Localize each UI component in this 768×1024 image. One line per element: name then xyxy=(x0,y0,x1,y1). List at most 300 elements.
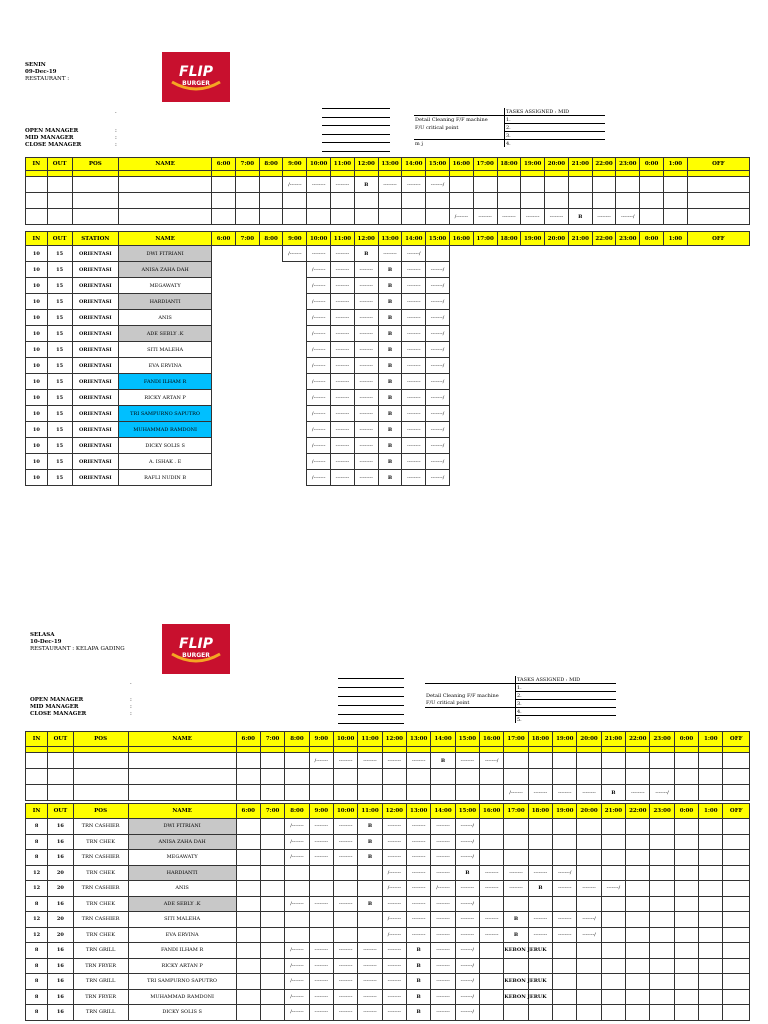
station: TRN FRYER xyxy=(73,989,128,1005)
in-time: 8 xyxy=(26,896,48,912)
table-cell xyxy=(687,262,749,278)
table-cell: -------- xyxy=(354,406,378,422)
table-cell: -------/ xyxy=(455,850,479,866)
table-cell xyxy=(283,374,307,390)
table-cell xyxy=(378,209,402,225)
station: ORIENTASI xyxy=(72,422,119,438)
table-cell: B xyxy=(407,989,431,1005)
table-cell: /------- xyxy=(285,943,309,959)
table-cell xyxy=(601,958,625,974)
table-cell: -------- xyxy=(402,177,426,193)
table-cell xyxy=(592,438,616,454)
table-cell: 10:00 xyxy=(333,804,357,819)
table-cell xyxy=(354,193,378,209)
table-cell xyxy=(497,470,521,486)
table-cell xyxy=(650,769,674,785)
table-cell: B xyxy=(378,342,402,358)
table-cell: -------- xyxy=(358,958,382,974)
manager-row xyxy=(26,193,750,209)
station: ORIENTASI xyxy=(72,470,119,486)
table-cell: -------/ xyxy=(426,406,450,422)
table-cell: 8:00 xyxy=(259,158,283,171)
in-time: 10 xyxy=(26,406,48,422)
table-cell: -------/ xyxy=(601,881,625,897)
table-cell xyxy=(307,209,331,225)
table-cell xyxy=(528,753,552,769)
station: ORIENTASI xyxy=(72,294,119,310)
in-time: 10 xyxy=(26,470,48,486)
table-cell xyxy=(592,470,616,486)
table-cell: -------- xyxy=(504,865,528,881)
table-cell xyxy=(235,358,259,374)
table-cell: -------/ xyxy=(650,785,674,801)
table-cell xyxy=(455,769,479,785)
table-cell xyxy=(521,438,545,454)
sec1-header xyxy=(25,62,69,83)
table-cell: -------- xyxy=(592,209,616,225)
table-cell: -------- xyxy=(382,896,406,912)
table-cell xyxy=(528,834,552,850)
table-cell: B xyxy=(601,785,625,801)
table-cell xyxy=(545,177,569,193)
in-time: 10 xyxy=(26,246,48,262)
table-cell: 12:00 xyxy=(382,732,406,747)
table-cell xyxy=(497,406,521,422)
table-cell xyxy=(528,819,552,835)
table-cell xyxy=(128,753,236,769)
staff-row xyxy=(26,834,750,850)
table-cell: /------- xyxy=(309,753,333,769)
table-cell xyxy=(504,958,528,974)
table-cell xyxy=(568,358,592,374)
table-cell: B xyxy=(378,374,402,390)
table-cell: KEBON JERUK xyxy=(504,989,528,1005)
staff-name: FANDI ILHAM R xyxy=(119,374,212,390)
staff-name: SITI MALEHA xyxy=(119,342,212,358)
table-cell xyxy=(528,958,552,974)
table-cell xyxy=(497,246,521,262)
staff-name: DWI FITRIANI xyxy=(128,819,236,835)
logo-text-flip: FLIP xyxy=(179,64,213,80)
table-cell xyxy=(235,342,259,358)
table-cell: /------- xyxy=(307,438,331,454)
table-cell xyxy=(699,974,723,990)
table-cell xyxy=(260,896,284,912)
table-cell xyxy=(723,943,750,959)
table-cell xyxy=(236,989,260,1005)
table-cell: -------- xyxy=(309,850,333,866)
table-cell xyxy=(283,310,307,326)
table-cell xyxy=(640,294,664,310)
table-cell: 10:00 xyxy=(307,158,331,171)
table-cell: B xyxy=(378,406,402,422)
table-cell xyxy=(285,769,309,785)
sec1-managers: OPEN MANAGER : MID MANAGER : CLOSE MANAGER : xyxy=(25,128,117,148)
table-cell xyxy=(235,262,259,278)
table-cell xyxy=(553,943,577,959)
table-cell: -------- xyxy=(431,974,455,990)
table-cell: -------- xyxy=(480,927,504,943)
table-cell xyxy=(212,193,236,209)
table-cell xyxy=(497,358,521,374)
table-cell: IN xyxy=(26,732,48,747)
table-cell xyxy=(650,989,674,1005)
table-cell xyxy=(521,358,545,374)
staff-row xyxy=(26,470,750,486)
table-cell xyxy=(73,785,128,801)
table-cell: 19:00 xyxy=(553,732,577,747)
table-cell: -------- xyxy=(354,438,378,454)
table-cell xyxy=(259,310,283,326)
table-cell xyxy=(473,438,497,454)
table-cell xyxy=(553,769,577,785)
table-cell: B xyxy=(358,819,382,835)
table-cell: -------- xyxy=(402,262,426,278)
table-cell: -------- xyxy=(504,881,528,897)
sec1-date: 09-Dec-19 xyxy=(25,69,57,75)
table-cell xyxy=(236,927,260,943)
table-cell xyxy=(568,294,592,310)
table-cell xyxy=(431,785,455,801)
staff-row xyxy=(26,850,750,866)
table-cell xyxy=(259,262,283,278)
table-cell xyxy=(333,865,357,881)
staff-row xyxy=(26,438,750,454)
out-time: 20 xyxy=(48,912,73,928)
table-cell xyxy=(521,422,545,438)
table-cell: -------- xyxy=(354,310,378,326)
table-cell xyxy=(309,785,333,801)
table-cell xyxy=(236,958,260,974)
in-time: 12 xyxy=(26,927,48,943)
table-cell: 9:00 xyxy=(283,158,307,171)
tasks-title: TASKS ASSIGNED : MID xyxy=(516,676,617,684)
table-cell: -------/ xyxy=(426,470,450,486)
manager-row xyxy=(26,177,750,193)
table-cell xyxy=(473,422,497,438)
table-cell xyxy=(212,438,236,454)
table-cell: -------- xyxy=(402,390,426,406)
table-cell xyxy=(663,342,687,358)
table-cell xyxy=(212,342,236,358)
table-cell xyxy=(260,912,284,928)
manager-row xyxy=(26,785,750,801)
table-cell: 16:00 xyxy=(449,158,473,171)
table-cell xyxy=(601,896,625,912)
table-cell: /------- xyxy=(504,785,528,801)
table-cell: POS xyxy=(73,804,128,819)
table-cell xyxy=(592,278,616,294)
out-time: 16 xyxy=(48,1005,73,1021)
table-cell xyxy=(568,278,592,294)
table-cell xyxy=(285,785,309,801)
table-cell: -------- xyxy=(382,974,406,990)
station: TRN GRILL xyxy=(73,974,128,990)
in-time: 8 xyxy=(26,1005,48,1021)
table-cell: 13:00 xyxy=(407,804,431,819)
table-cell: -------/ xyxy=(577,927,601,943)
table-cell: 0:00 xyxy=(640,158,664,171)
table-cell xyxy=(577,974,601,990)
table-cell xyxy=(236,753,260,769)
table-cell: -------- xyxy=(382,1005,406,1021)
table-cell: -------- xyxy=(331,406,355,422)
out-time: 15 xyxy=(47,470,72,486)
mgr-label: CLOSE MANAGER xyxy=(25,142,82,148)
table-cell xyxy=(640,246,664,262)
staff-name: ANISA ZAHA DAH xyxy=(119,262,212,278)
table-cell xyxy=(723,753,750,769)
table-cell xyxy=(626,943,650,959)
sec1-tasks-table: TASKS ASSIGNED : MID Detail Cleaning F/F machine 1. F/U critical point 2. 3. m j 4. xyxy=(414,108,605,147)
table-cell: -------- xyxy=(354,278,378,294)
table-cell xyxy=(577,865,601,881)
station: ORIENTASI xyxy=(72,358,119,374)
table-cell xyxy=(473,294,497,310)
table-cell xyxy=(568,177,592,193)
table-cell xyxy=(48,769,73,785)
table-cell xyxy=(674,1005,698,1021)
table-cell: -------- xyxy=(358,989,382,1005)
table-cell xyxy=(354,209,378,225)
staff-name: TRI SAMPURNO SAPUTRO xyxy=(119,406,212,422)
table-cell: /------- xyxy=(285,989,309,1005)
table-cell: -------- xyxy=(402,470,426,486)
table-cell xyxy=(473,278,497,294)
station: TRN CASHIER xyxy=(73,819,128,835)
table-cell: B xyxy=(378,278,402,294)
table-cell: 18:00 xyxy=(497,232,521,246)
in-time: 10 xyxy=(26,454,48,470)
table-cell: -------- xyxy=(431,989,455,1005)
table-cell xyxy=(616,390,640,406)
table-cell: 11:00 xyxy=(331,158,355,171)
table-cell xyxy=(601,769,625,785)
table-cell xyxy=(331,209,355,225)
table-cell: -------- xyxy=(521,209,545,225)
table-cell: -------/ xyxy=(480,753,504,769)
table-cell xyxy=(640,454,664,470)
staff-row xyxy=(26,390,750,406)
table-cell xyxy=(723,958,750,974)
table-cell: -------- xyxy=(382,819,406,835)
in-time: 8 xyxy=(26,989,48,1005)
table-cell: /------- xyxy=(307,422,331,438)
table-cell: -------- xyxy=(309,834,333,850)
staff-name: DWI FITRIANI xyxy=(119,246,212,262)
table-cell xyxy=(283,438,307,454)
table-cell xyxy=(497,294,521,310)
station: ORIENTASI xyxy=(72,278,119,294)
table-cell xyxy=(616,438,640,454)
staff-row xyxy=(26,1005,750,1021)
staff-row xyxy=(26,974,750,990)
table-cell xyxy=(497,422,521,438)
in-time: 10 xyxy=(26,342,48,358)
table-cell xyxy=(568,422,592,438)
table-cell: 7:00 xyxy=(235,232,259,246)
table-cell xyxy=(545,358,569,374)
table-cell xyxy=(674,865,698,881)
table-cell xyxy=(674,834,698,850)
table-cell: -------- xyxy=(354,326,378,342)
table-cell: 23:00 xyxy=(616,158,640,171)
table-cell xyxy=(473,374,497,390)
table-cell xyxy=(687,326,749,342)
table-cell xyxy=(235,310,259,326)
table-cell: 12:00 xyxy=(354,158,378,171)
table-cell xyxy=(687,438,749,454)
table-cell xyxy=(259,390,283,406)
out-time: 15 xyxy=(47,262,72,278)
in-time: 10 xyxy=(26,262,48,278)
table-cell xyxy=(473,406,497,422)
table-cell xyxy=(72,193,119,209)
table-cell: 19:00 xyxy=(521,158,545,171)
table-cell xyxy=(260,865,284,881)
staff-name: MEGAWATY xyxy=(119,278,212,294)
table-cell: -------- xyxy=(331,294,355,310)
table-cell xyxy=(601,865,625,881)
table-cell: -------- xyxy=(382,958,406,974)
table-cell xyxy=(592,454,616,470)
table-cell xyxy=(449,342,473,358)
table-cell xyxy=(650,850,674,866)
table-cell: -------- xyxy=(431,943,455,959)
table-cell xyxy=(699,958,723,974)
table-cell xyxy=(616,262,640,278)
out-time: 16 xyxy=(48,989,73,1005)
table-cell xyxy=(650,927,674,943)
in-time: 8 xyxy=(26,974,48,990)
table-cell: /------- xyxy=(285,896,309,912)
table-cell: -------/ xyxy=(426,454,450,470)
table-cell xyxy=(212,246,236,262)
table-cell: 7:00 xyxy=(260,804,284,819)
table-cell xyxy=(687,470,749,486)
table-cell xyxy=(568,374,592,390)
logo-text-flip: FLIP xyxy=(179,636,213,652)
table-cell xyxy=(449,374,473,390)
staff-row xyxy=(26,262,750,278)
table-cell xyxy=(521,193,545,209)
table-cell: 8:00 xyxy=(259,232,283,246)
table-cell: B xyxy=(407,958,431,974)
out-time: 15 xyxy=(47,294,72,310)
table-cell: /------- xyxy=(285,974,309,990)
table-cell xyxy=(626,819,650,835)
table-cell xyxy=(212,358,236,374)
table-cell: 20:00 xyxy=(545,232,569,246)
table-cell xyxy=(260,850,284,866)
table-cell: -------- xyxy=(331,177,355,193)
staff-row xyxy=(26,943,750,959)
table-cell: OUT xyxy=(48,732,73,747)
table-cell xyxy=(545,310,569,326)
table-cell: 22:00 xyxy=(592,158,616,171)
staff-row xyxy=(26,374,750,390)
table-cell xyxy=(640,422,664,438)
table-cell xyxy=(601,974,625,990)
table-cell: OUT xyxy=(47,158,72,171)
table-cell xyxy=(592,406,616,422)
table-cell xyxy=(592,262,616,278)
table-cell: -------- xyxy=(577,881,601,897)
table-cell: -------- xyxy=(553,927,577,943)
table-cell: -------- xyxy=(333,1005,357,1021)
table-cell xyxy=(687,177,749,193)
table-cell: 16:00 xyxy=(480,804,504,819)
table-cell: -------- xyxy=(354,342,378,358)
table-cell xyxy=(26,785,48,801)
table-cell xyxy=(521,294,545,310)
table-cell: -------/ xyxy=(426,326,450,342)
table-cell xyxy=(480,989,504,1005)
table-cell: -------- xyxy=(455,753,479,769)
table-cell xyxy=(687,294,749,310)
staff-name: ADE SEBLY .K xyxy=(119,326,212,342)
table-cell: -------- xyxy=(382,989,406,1005)
table-cell: 11:00 xyxy=(358,732,382,747)
table-cell: -------/ xyxy=(426,262,450,278)
table-cell xyxy=(236,912,260,928)
station: TRN CHEK xyxy=(73,927,128,943)
table-cell xyxy=(626,958,650,974)
table-cell: -------/ xyxy=(426,342,450,358)
table-cell: B xyxy=(431,753,455,769)
out-time: 16 xyxy=(48,819,73,835)
table-cell xyxy=(119,209,212,225)
table-cell: /------- xyxy=(307,454,331,470)
table-cell: -------/ xyxy=(455,896,479,912)
table-cell xyxy=(626,881,650,897)
table-cell xyxy=(553,958,577,974)
table-cell xyxy=(235,422,259,438)
table-cell: -------- xyxy=(333,819,357,835)
table-cell xyxy=(528,769,552,785)
table-cell xyxy=(699,912,723,928)
table-cell xyxy=(449,422,473,438)
table-cell xyxy=(285,865,309,881)
station: ORIENTASI xyxy=(72,342,119,358)
sec2-staff-schedule xyxy=(25,803,750,1021)
table-cell xyxy=(663,422,687,438)
table-cell: 21:00 xyxy=(601,732,625,747)
table-cell xyxy=(283,406,307,422)
table-cell: 13:00 xyxy=(378,158,402,171)
table-cell xyxy=(504,753,528,769)
table-cell xyxy=(577,769,601,785)
staff-name: SITI MALEHA xyxy=(128,912,236,928)
table-cell xyxy=(473,454,497,470)
table-cell xyxy=(236,1005,260,1021)
table-cell: 7:00 xyxy=(260,732,284,747)
table-cell xyxy=(577,989,601,1005)
table-cell xyxy=(592,177,616,193)
table-cell: 21:00 xyxy=(568,158,592,171)
table-cell xyxy=(259,438,283,454)
table-cell xyxy=(626,769,650,785)
table-cell xyxy=(260,753,284,769)
table-cell: -------- xyxy=(331,358,355,374)
table-cell xyxy=(568,193,592,209)
table-cell xyxy=(285,912,309,928)
table-cell xyxy=(592,294,616,310)
station: TRN CHEK xyxy=(73,834,128,850)
table-cell xyxy=(504,819,528,835)
table-cell xyxy=(568,342,592,358)
table-cell: -------- xyxy=(378,246,402,262)
